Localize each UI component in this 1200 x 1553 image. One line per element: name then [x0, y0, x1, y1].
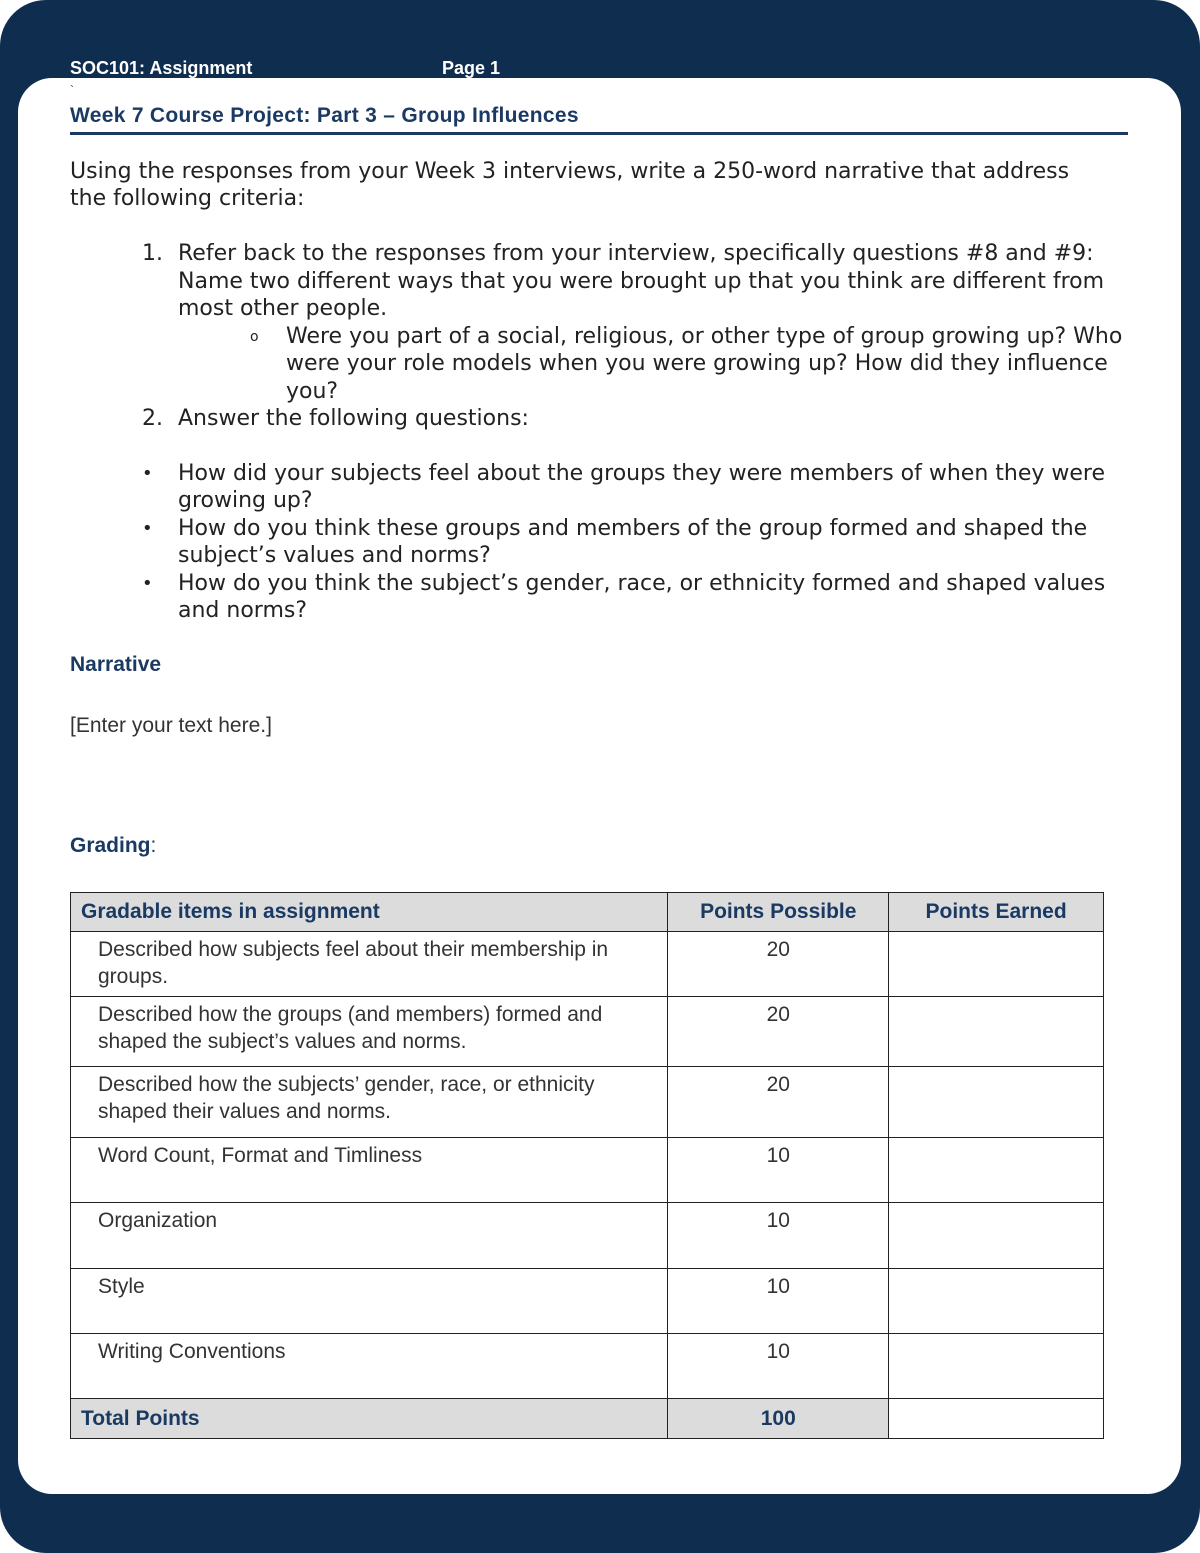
list-number: 1. — [142, 241, 163, 266]
list-item-text: Answer the following questions: — [178, 406, 529, 431]
total-label: Total Points — [71, 1399, 668, 1439]
spacer — [70, 433, 1130, 460]
item-cell: Writing Conventions — [71, 1334, 668, 1399]
grading-colon: : — [150, 834, 157, 857]
item-cell: Described how subjects feel about their membership in groups. — [71, 932, 668, 997]
table-row — [71, 1269, 1104, 1334]
narrative-heading: Narrative — [70, 653, 162, 676]
page-number: Page 1 — [442, 58, 501, 78]
bullet-text: How did your subjects feel about the groups they were members of when they were growing up? — [178, 460, 1105, 513]
list-item-text: Refer back to the responses from your interview, specifically questions #8 and #9: Name two different ways that you were brought up that you think are different from most other people. — [178, 241, 1105, 321]
intro-paragraph: Using the responses from your Week 3 interviews, write a 250-word narrative that address the following criteria: — [70, 159, 1070, 211]
bullet-icon: • — [142, 517, 153, 539]
bullet-text: How do you think the subject’s gender, race, or ethnicity formed and shaped values and norms? — [178, 570, 1106, 623]
points-cell: 10 — [668, 1334, 889, 1399]
criteria-list — [70, 240, 1130, 625]
table-row — [71, 932, 1104, 997]
points-cell: 20 — [668, 997, 889, 1067]
list-number: 2. — [142, 406, 163, 431]
total-points: 100 — [668, 1399, 889, 1439]
bullet-item — [70, 570, 1130, 625]
narrative-input[interactable]: [Enter your text here.] — [70, 714, 272, 737]
table-header-row — [71, 893, 1104, 932]
item-cell: Word Count, Format and Timliness — [71, 1138, 668, 1203]
points-cell: 10 — [668, 1138, 889, 1203]
table-row — [71, 1138, 1104, 1203]
bullet-text: How do you think these groups and members of the group formed and shaped the subject’s values and norms? — [178, 515, 1088, 568]
earned-cell[interactable] — [889, 1067, 1104, 1138]
course-label: SOC101: Assignment — [70, 58, 253, 78]
table-row — [71, 1334, 1104, 1399]
hollow-bullet-icon: o — [250, 328, 259, 345]
stray-mark: ` — [70, 83, 74, 97]
total-earned-cell[interactable] — [889, 1399, 1104, 1439]
grading-heading — [70, 834, 156, 858]
item-cell: Described how the groups (and members) formed and shaped the subject’s values and norms. — [71, 997, 668, 1067]
bullet-item — [70, 515, 1130, 570]
list-item — [70, 240, 1130, 323]
document-page — [18, 78, 1181, 1494]
earned-cell[interactable] — [889, 1269, 1104, 1334]
points-cell: 20 — [668, 932, 889, 997]
column-header: Gradable items in assignment — [71, 893, 668, 932]
bullet-icon: • — [142, 572, 153, 594]
page-header — [70, 58, 501, 79]
list-item — [70, 405, 1130, 433]
earned-cell[interactable] — [889, 1138, 1104, 1203]
item-cell: Organization — [71, 1203, 668, 1269]
bullet-item — [70, 460, 1130, 515]
total-row — [71, 1399, 1104, 1439]
points-cell: 20 — [668, 1067, 889, 1138]
column-header: Points Earned — [889, 893, 1104, 932]
earned-cell[interactable] — [889, 997, 1104, 1067]
item-cell: Style — [71, 1269, 668, 1334]
sub-list-item-text: Were you part of a social, religious, or other type of group growing up? Who were your role models when you were growing up? How did they influence you? — [286, 323, 1123, 404]
earned-cell[interactable] — [889, 1203, 1104, 1269]
points-cell: 10 — [668, 1203, 889, 1269]
grading-heading-text: Grading — [70, 834, 151, 857]
earned-cell[interactable] — [889, 932, 1104, 997]
bullet-icon: • — [142, 462, 153, 484]
item-cell: Described how the subjects’ gender, race, or ethnicity shaped their values and norms. — [71, 1067, 668, 1138]
sub-list-item — [70, 323, 1130, 406]
page-title: Week 7 Course Project: Part 3 – Group Influences — [70, 104, 1128, 135]
grading-table — [70, 892, 1104, 1439]
points-cell: 10 — [668, 1269, 889, 1334]
earned-cell[interactable] — [889, 1334, 1104, 1399]
column-header: Points Possible — [668, 893, 889, 932]
table-row — [71, 997, 1104, 1067]
table-row — [71, 1203, 1104, 1269]
table-row — [71, 1067, 1104, 1138]
